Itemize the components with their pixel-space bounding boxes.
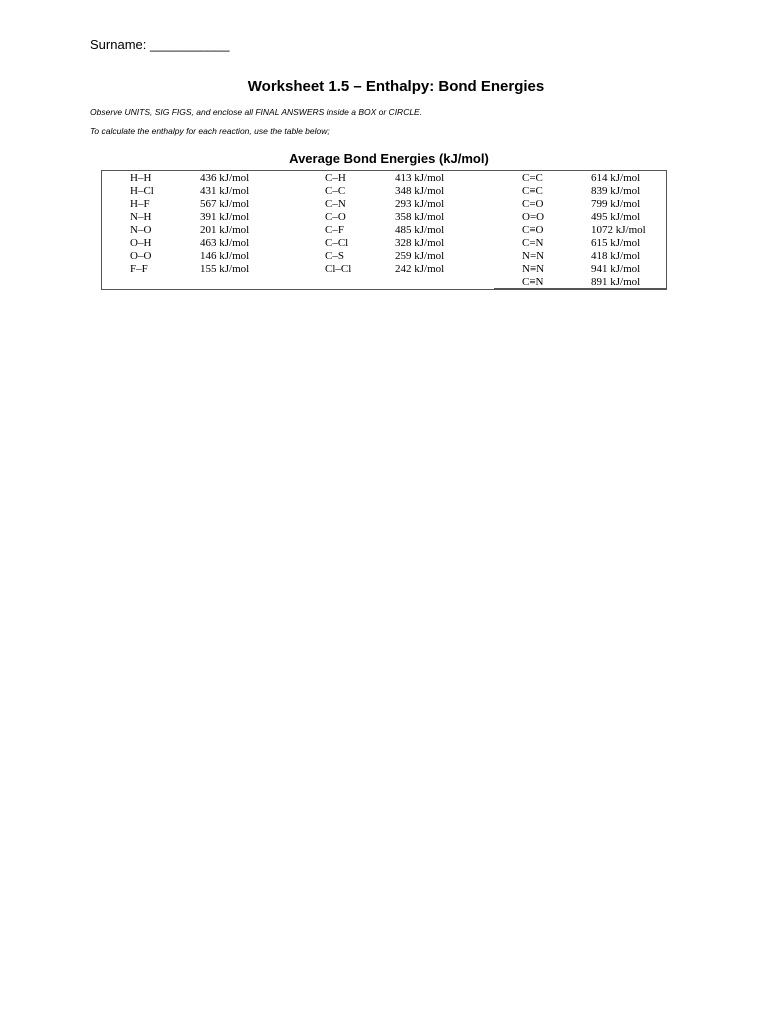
bond-energy: 391 kJ/mol xyxy=(200,211,250,223)
bond-name: C=N xyxy=(522,237,544,249)
bond-name: O–O xyxy=(130,250,152,262)
bond-name: N=N xyxy=(522,250,545,262)
bond-energy: 259 kJ/mol xyxy=(395,250,445,262)
bond-energy: 293 kJ/mol xyxy=(395,198,445,210)
bond-energy: 839 kJ/mol xyxy=(591,185,641,197)
bond-name: H–H xyxy=(130,172,152,184)
table-title: Average Bond Energies (kJ/mol) xyxy=(289,151,489,166)
instruction-units: Observe UNITS, SIG FIGS, and enclose all FINAL ANSWERS inside a BOX or CIRCLE. xyxy=(90,107,423,117)
bond-name: C–F xyxy=(325,224,344,236)
table-row xyxy=(102,224,666,237)
bond-name: O–H xyxy=(130,237,152,249)
bond-name: O=O xyxy=(522,211,545,223)
bond-name: C–O xyxy=(325,211,346,223)
table-row xyxy=(102,172,666,185)
bond-name: C–N xyxy=(325,198,346,210)
bond-energy: 328 kJ/mol xyxy=(395,237,445,249)
bond-energy: 615 kJ/mol xyxy=(591,237,641,249)
bond-energy: 348 kJ/mol xyxy=(395,185,445,197)
bond-energy: 146 kJ/mol xyxy=(200,250,250,262)
bond-energy: 358 kJ/mol xyxy=(395,211,445,223)
table-row xyxy=(102,185,666,198)
surname-field[interactable]: Surname: ___________ xyxy=(90,37,230,52)
bond-energy: 891 kJ/mol xyxy=(591,276,641,288)
bond-energy: 431 kJ/mol xyxy=(200,185,250,197)
bond-name: H–F xyxy=(130,198,150,210)
bond-energy: 485 kJ/mol xyxy=(395,224,445,236)
bond-name: C≡O xyxy=(522,224,544,236)
instruction-table: To calculate the enthalpy for each reaction, use the table below; xyxy=(90,126,330,136)
bond-name: C–C xyxy=(325,185,346,197)
page-title: Worksheet 1.5 – Enthalpy: Bond Energies xyxy=(247,78,545,95)
bond-energy: 1072 kJ/mol xyxy=(591,224,646,236)
table-row xyxy=(102,250,666,263)
bond-energy: 614 kJ/mol xyxy=(591,172,641,184)
bond-name: Cl–Cl xyxy=(325,263,352,275)
bond-name: N–H xyxy=(130,211,152,223)
bond-energy: 941 kJ/mol xyxy=(591,263,641,275)
table-row xyxy=(102,211,666,224)
bond-energy: 418 kJ/mol xyxy=(591,250,641,262)
table-row xyxy=(102,263,666,276)
bond-energy: 799 kJ/mol xyxy=(591,198,641,210)
bond-energy: 201 kJ/mol xyxy=(200,224,250,236)
bond-name: F–F xyxy=(130,263,148,275)
bond-energy: 242 kJ/mol xyxy=(395,263,445,275)
bond-energy: 155 kJ/mol xyxy=(200,263,250,275)
table-row xyxy=(102,237,666,250)
bond-energy: 463 kJ/mol xyxy=(200,237,250,249)
bond-name: N–O xyxy=(130,224,152,236)
bond-name: N≡N xyxy=(522,263,545,275)
bond-energy: 495 kJ/mol xyxy=(591,211,641,223)
table-divider xyxy=(494,288,666,289)
bond-name: H–Cl xyxy=(130,185,154,197)
bond-energy-rows xyxy=(102,172,666,289)
bond-name: C=C xyxy=(522,172,543,184)
bond-energy: 413 kJ/mol xyxy=(395,172,445,184)
bond-energy: 567 kJ/mol xyxy=(200,198,250,210)
bond-energy: 436 kJ/mol xyxy=(200,172,250,184)
table-row xyxy=(102,198,666,211)
bond-name: C=O xyxy=(522,198,544,210)
bond-name: C≡C xyxy=(522,185,543,197)
bond-name: C≡N xyxy=(522,276,544,288)
bond-name: C–Cl xyxy=(325,237,349,249)
bond-energy-table xyxy=(101,170,667,290)
bond-name: C–S xyxy=(325,250,344,262)
bond-name: C–H xyxy=(325,172,346,184)
